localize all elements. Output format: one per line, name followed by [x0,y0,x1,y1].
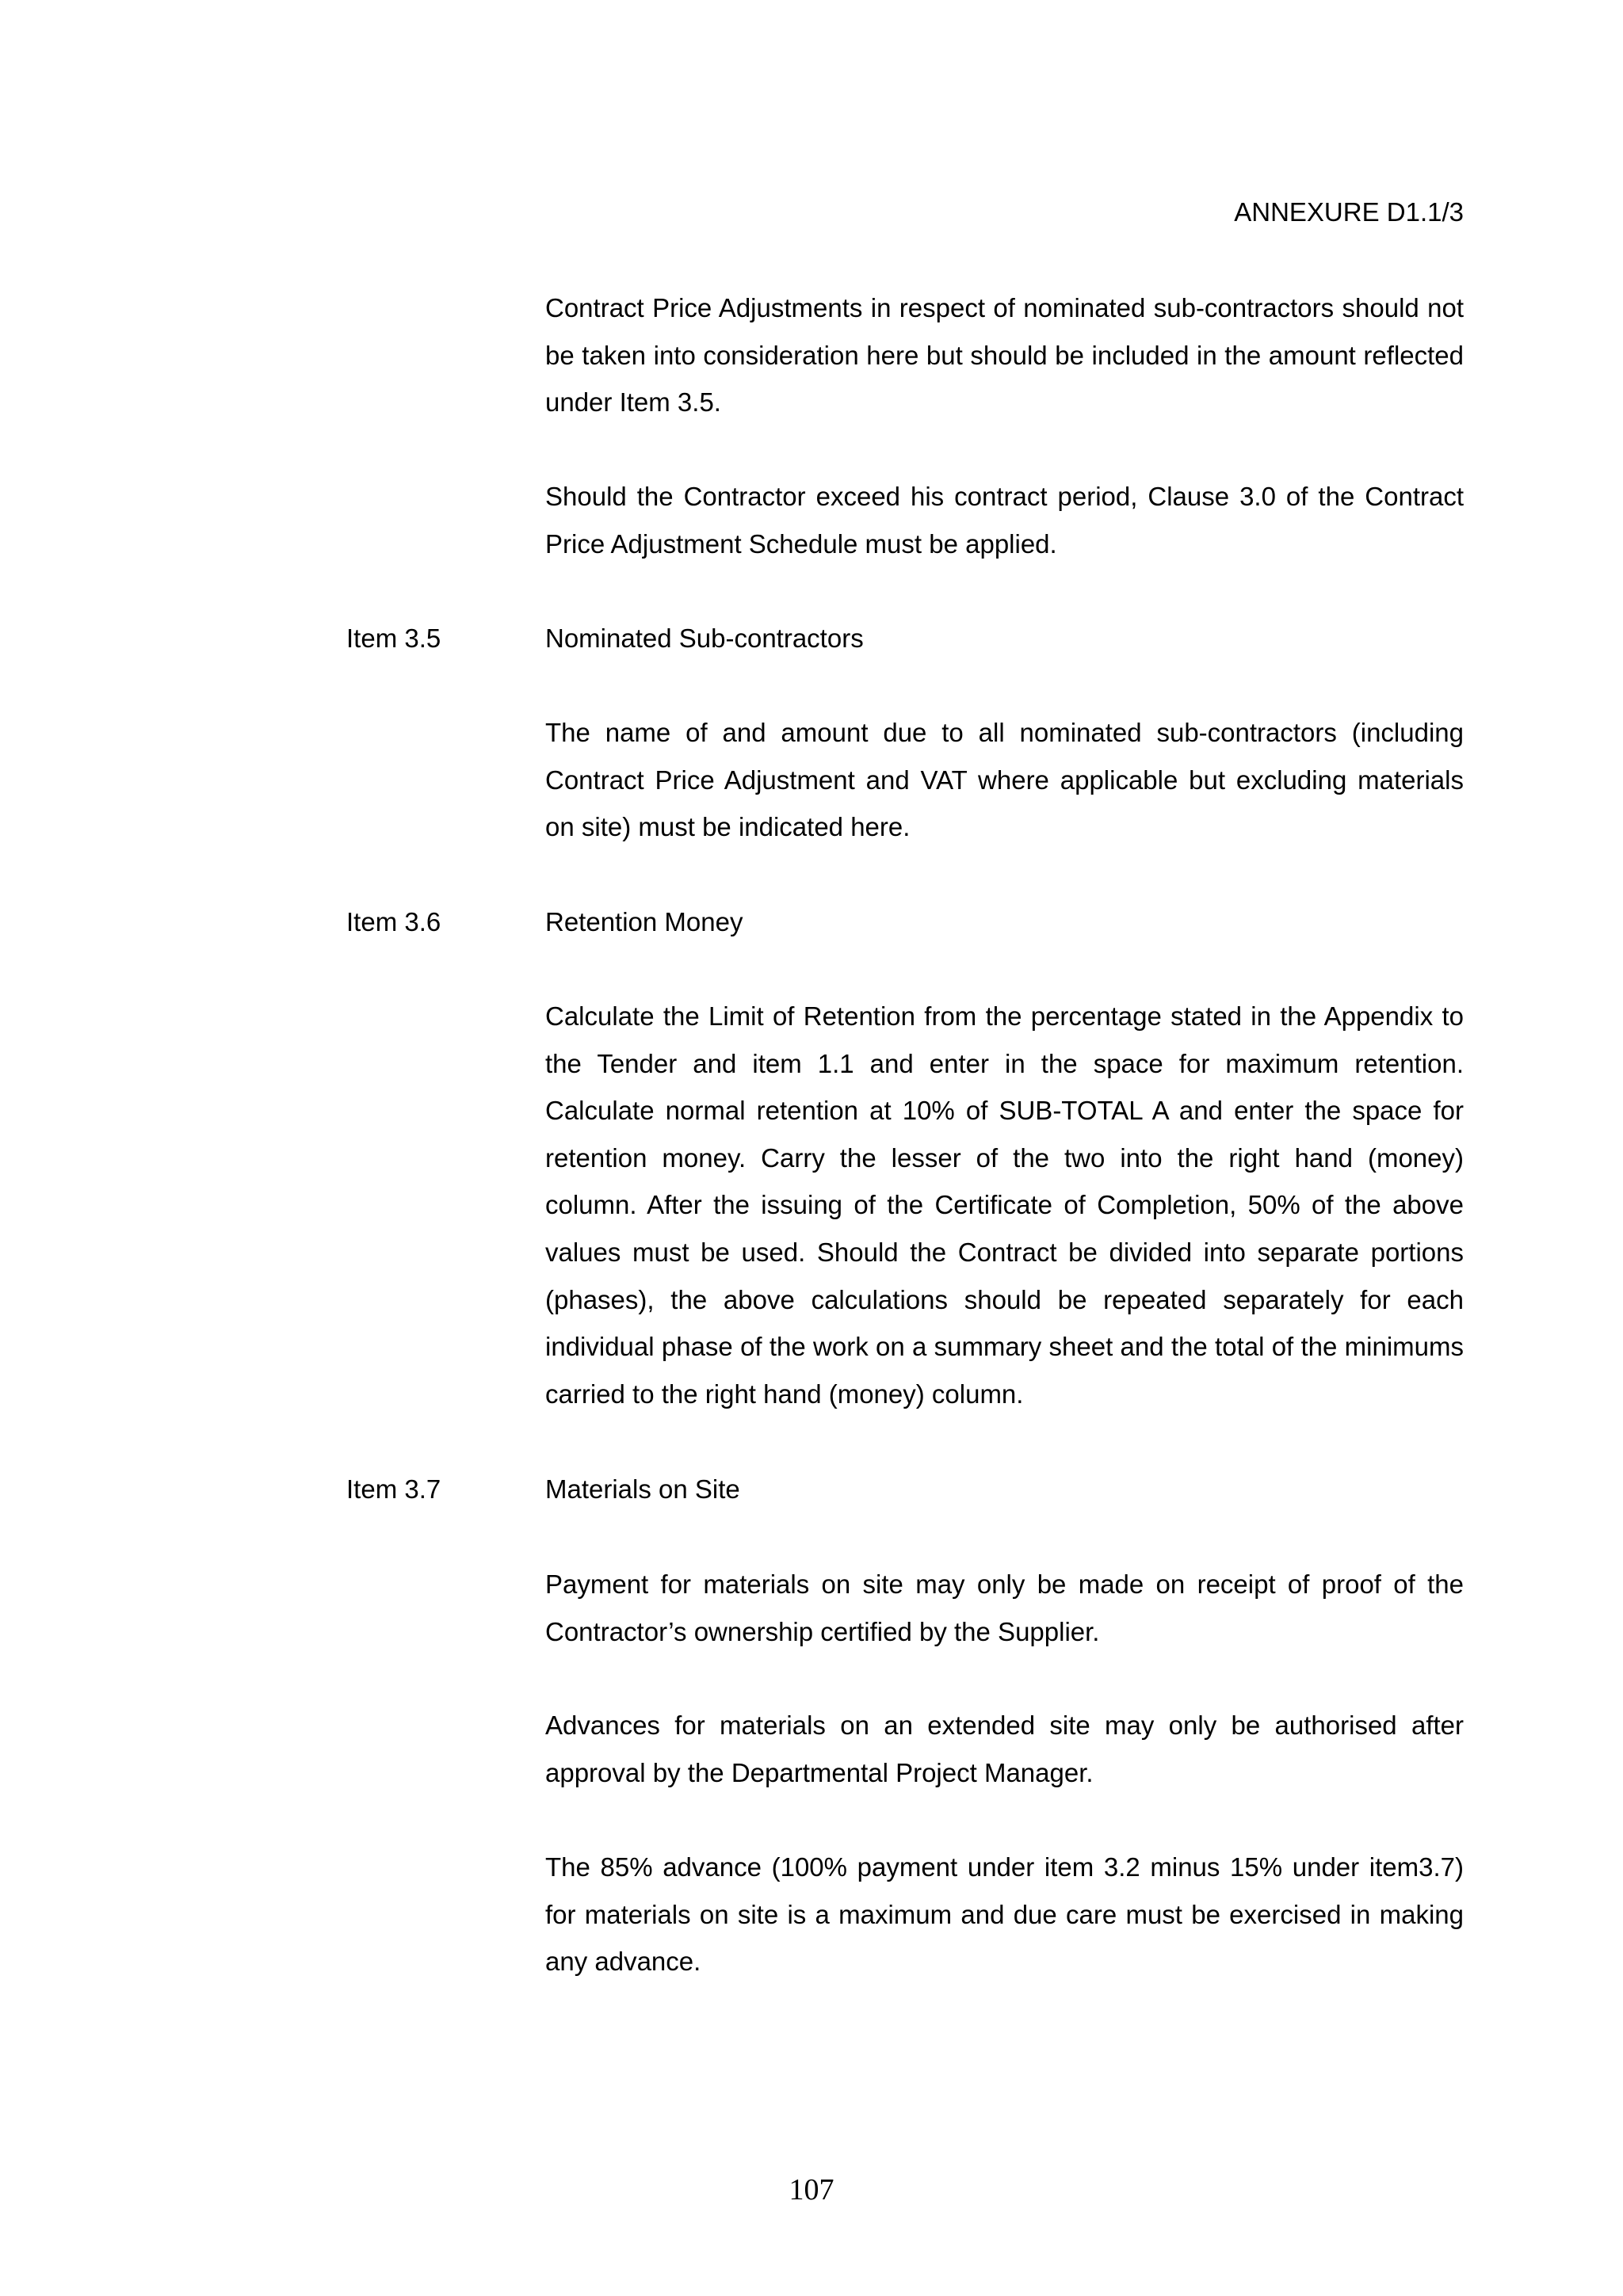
item-3-7-paragraph-advances: Advances for materials on an extended site may only be authorised after approval by the Departmental Project Manager. [545,1711,1464,1787]
intro-paragraph-cpa: Contract Price Adjustments in respect of nominated sub-contractors should not be taken into consideration here but should be included in the amount reflected under Item 3.5. [545,293,1464,418]
item-label-3-7: Item 3.7 [346,1474,441,1504]
item-heading-nominated-sub-contractors: Nominated Sub-contractors [545,624,864,653]
item-3-5-paragraph: The name of and amount due to all nominated sub-contractors (including Contract Price Adjustment and VAT where applicable but excluding materials on site) must be indicated here. [545,718,1464,842]
intro-paragraph-contract-period: Should the Contractor exceed his contract period, Clause 3.0 of the Contract Price Adjustment Schedule must be applied. [545,482,1464,559]
item-3-6-paragraph: Calculate the Limit of Retention from the percentage stated in the Appendix to the Tender and item 1.1 and enter in the space for maximum retention. Calculate normal retention at 10% of SUB-TOTAL A and enter the space for retention money. Carry the lesser of the two into the right hand (money) column. After the issuing of the Certificate of Completion, 50% of the above values must be used. Should the Contract be divided into separate portions (phases), the above calculations should be repeated separately for each individual phase of the work on a summary sheet and the total of the minimums carried to the right hand (money) column. [545,1001,1464,1409]
page-number: 107 [789,2173,834,2206]
item-heading-materials-on-site: Materials on Site [545,1474,740,1504]
item-heading-retention-money: Retention Money [545,907,743,936]
item-label-3-5: Item 3.5 [346,624,441,653]
item-3-7-paragraph-payment: Payment for materials on site may only be made on receipt of proof of the Contractor’s ownership certified by the Supplier. [545,1569,1464,1646]
annexure-reference: ANNEXURE D1.1/3 [1234,197,1464,227]
item-3-7-paragraph-85-percent: The 85% advance (100% payment under item 3.2 minus 15% under item3.7) for materials on site is a maximum and due care must be exercised in making any advance. [545,1852,1464,1977]
item-label-3-6: Item 3.6 [346,907,441,936]
